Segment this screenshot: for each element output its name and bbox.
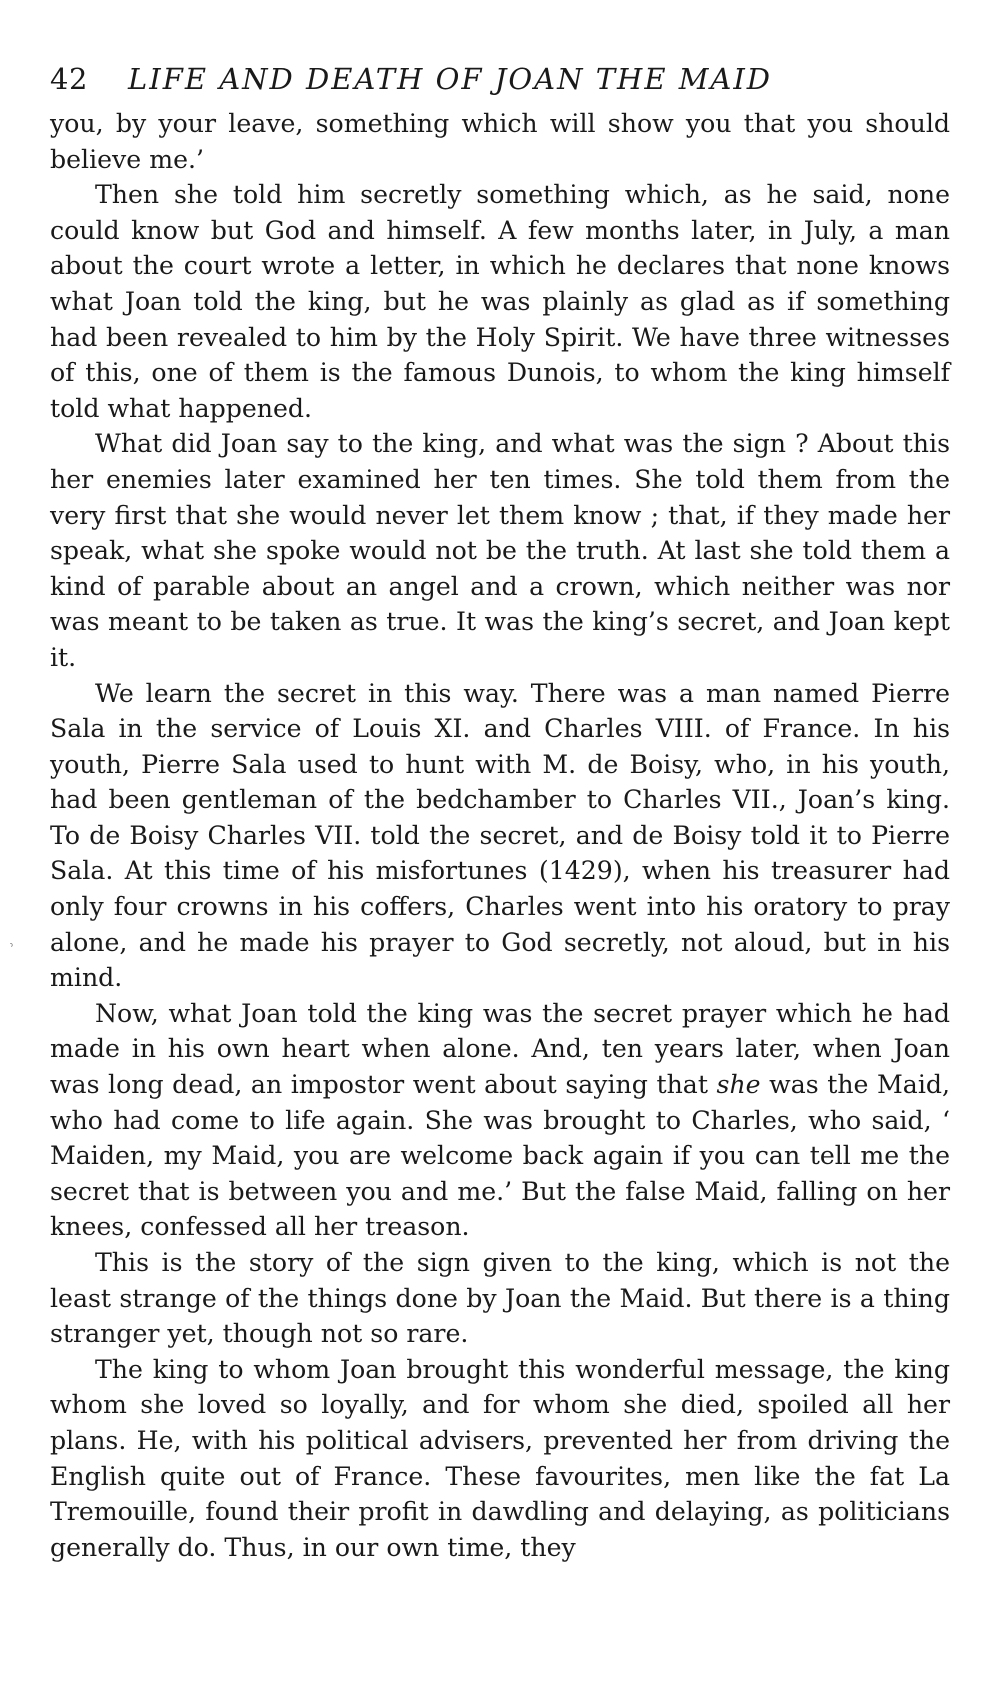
paragraph-pierre-sala: We learn the secret in this way. There was a man named Pierre Sala in the service of Louis XI. and Charles VIII. of France. In his youth, Pierre Sala used to hunt with M. de Boisy, who, in his youth, had been gentleman of the bedchamber to Charles VII., Joan’s king. To de Boisy Charles VII. told the secret, and de Boisy told it to Pierre Sala. At this time of his misfortunes (1429), when his treasurer had only four crowns in his coffers, Charles went into his oratory to pray alone, and he made his prayer to God secretly, not aloud, but in his mind. <box>50 678 950 993</box>
paragraph-continued: you, by your leave, something which will show you that you should believe me.’ <box>50 109 950 174</box>
margin-pencil-mark: ⸒ <box>2 926 16 949</box>
body-text <box>50 106 950 1565</box>
page-number: 42 <box>50 62 88 96</box>
paragraph-the-king: The king to whom Joan brought this wonderful message, the king whom she loved so loyally, and for whom she died, spoiled all her plans. He, with his political advisers, prevented her from driving the English quite out of France. These favourites, men like the fat La Tremouille, found their profit in dawdling and delaying, as politicians generally do. Thus, in our own time, they <box>50 1354 950 1562</box>
paragraph-story-of-sign: This is the story of the sign given to the king, which is not the least strange of the things done by Joan the Maid. But there is a thing stranger yet, though not so rare. <box>50 1248 950 1349</box>
paragraph-the-sign: What did Joan say to the king, and what was the sign ? About this her enemies later examined her ten times. She told them from the very first that she would never let them know ; that, if they made her speak, what she spoke would not be the truth. At last she told them a kind of parable about an angel and a crown, which neither was nor was meant to be taken as true. It was the king’s secret, and Joan kept it. <box>50 429 950 672</box>
paragraph-secret-told: Then she told him secretly something which, as he said, none could know but God and himself. A few months later, in July, a man about the court wrote a letter, in which he declares that none knows what Joan told the king, but he was plainly as glad as if something had been revealed to him by the Holy Spirit. We have three witnesses of this, one of them is the famous Dunois, to whom the king himself told what happened. <box>50 180 950 423</box>
running-title: LIFE AND DEATH OF JOAN THE MAID <box>128 62 773 96</box>
running-header <box>50 62 950 106</box>
paragraph-impostor-part1: Now, what Joan told the king was the secret prayer which he had made in his own heart when alone. And, ten years later, when Joan was long dead, an impostor went about saying that <box>50 998 950 1100</box>
paragraph-impostor-part2: was the Maid, who had come to life again. She was brought to Charles, who said, ‘ Maiden, my Maid, you are welcome back again if you can tell me the secret that is between you and me.’ But the false Maid, falling on her knees, confessed all her treason. <box>50 1070 951 1242</box>
book-page <box>50 62 950 1565</box>
paragraph-impostor <box>50 996 950 1245</box>
italic-she: she <box>716 1070 761 1100</box>
